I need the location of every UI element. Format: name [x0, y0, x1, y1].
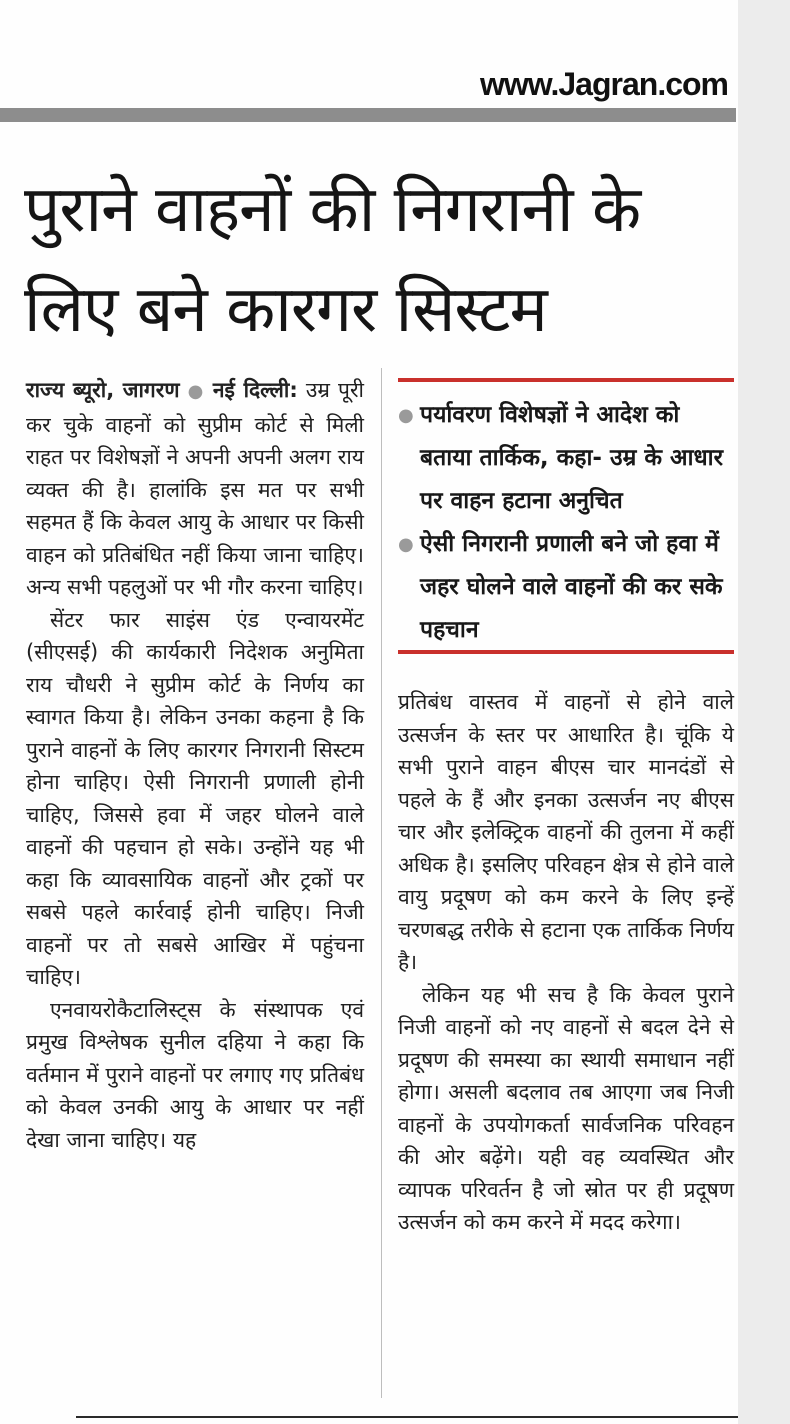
- paragraph: सेंटर फार साइंस एंड एन्वायरमेंट (सीएसई) की कार्यकारी निदेशक अनुमिता राय चौधरी ने सुप्रीम कोर्ट के निर्णय का स्वागत किया है। लेकिन उनका कहना है कि पुराने वाहनों के लिए कारगर निगरानी सिस्टम होना चाहिए। ऐसी निगरानी प्रणाली होनी चाहिए, जिससे हवा में जहर घोलने वाले वाहनों की पहचान हो सके। उन्होंने यह भी कहा कि व्यावसायिक वाहनों और ट्रकों पर सबसे पहले कार्रवाई होनी चाहिए। निजी वाहनों पर तो सबसे आखिर में पहुंचना चाहिए।: [26, 607, 364, 989]
- paragraph: [26, 374, 364, 604]
- byline-separator: ●: [187, 381, 205, 402]
- paragraph-text: उम्र पूरी कर चुके वाहनों को सुप्रीम कोर्ट से मिली राहत पर विशेषज्ञों ने अपनी अपनी अलग राय व्यक्त की है। हालांकि इस मत पर सभी सहमत हैं कि केवल आयु के आधार पर किसी वाहन को प्रतिबंधित नहीं किया जाना चाहिए। अन्य सभी पहलुओं पर भी गौर करना चाहिए।: [26, 378, 364, 599]
- byline-place: नई दिल्ली:: [212, 378, 298, 402]
- highlight-item: [398, 394, 734, 523]
- highlight-item: [398, 523, 734, 652]
- highlight-top-rule: [398, 378, 734, 382]
- right-column: [398, 686, 734, 1239]
- highlight-text: ऐसी निगरानी प्रणाली बने जो हवा में जहर घोलने वाले वाहनों की कर सके पहचान: [420, 531, 723, 643]
- highlights-box: [398, 394, 734, 652]
- page-edge-shadow: [738, 0, 790, 1424]
- bullet-icon: ●: [398, 405, 414, 426]
- paragraph: लेकिन यह भी सच है कि केवल पुराने निजी वाहनों को नए वाहनों से बदल देने से प्रदूषण की समस्या का स्थायी समाधान नहीं होगा। असली बदलाव तब आएगा जब निजी वाहनों के उपयोगकर्ता सार्वजनिक परिवहन की ओर बढ़ेंगे। यही वह व्यवस्थित और व्यापक परिवर्तन है जो स्रोत पर ही प्रदूषण उत्सर्जन को कम करने में मदद करेगा।: [398, 982, 734, 1234]
- paragraph: प्रतिबंध वास्तव में वाहनों से होने वाले उत्सर्जन के स्तर पर आधारित है। चूंकि ये सभी पुराने वाहन बीएस चार मानदंडों से पहले के हैं और इनका उत्सर्जन नए बीएस चार और इलेक्ट्रिक वाहनों की तुलना में कहीं अधिक है। इसलिए परिवहन क्षेत्र से होने वाले वायु प्रदूषण को कम करने के लिए इन्हें चरणबद्ध तरीके से हटाना एक तार्किक निर्णय है।: [398, 690, 734, 974]
- byline-bureau: राज्य ब्यूरो, जागरण: [26, 378, 180, 402]
- paragraph: एनवायरोकैटालिस्ट्स के संस्थापक एवं प्रमुख विश्लेषक सुनील दहिया ने कहा कि वर्तमान में पुराने वाहनों पर लगाए गए प्रतिबंध को केवल उनकी आयु के आधार पर नहीं देखा जाना चाहिए। यह: [26, 997, 364, 1152]
- highlight-text: पर्यावरण विशेषज्ञों ने आदेश को बताया तार्किक, कहा- उम्र के आधार पर वाहन हटाना अनुचित: [420, 402, 724, 514]
- site-masthead: www.Jagran.com: [480, 66, 728, 102]
- left-column: [26, 374, 364, 1156]
- headline: पुराने वाहनों की निगरानी के लिए बने कारगर सिस्टम: [24, 173, 641, 347]
- bottom-rule: [76, 1416, 738, 1418]
- bullet-icon: ●: [398, 534, 414, 555]
- header-rule: [0, 108, 736, 122]
- highlight-bottom-rule: [398, 650, 734, 654]
- column-divider: [381, 368, 382, 1398]
